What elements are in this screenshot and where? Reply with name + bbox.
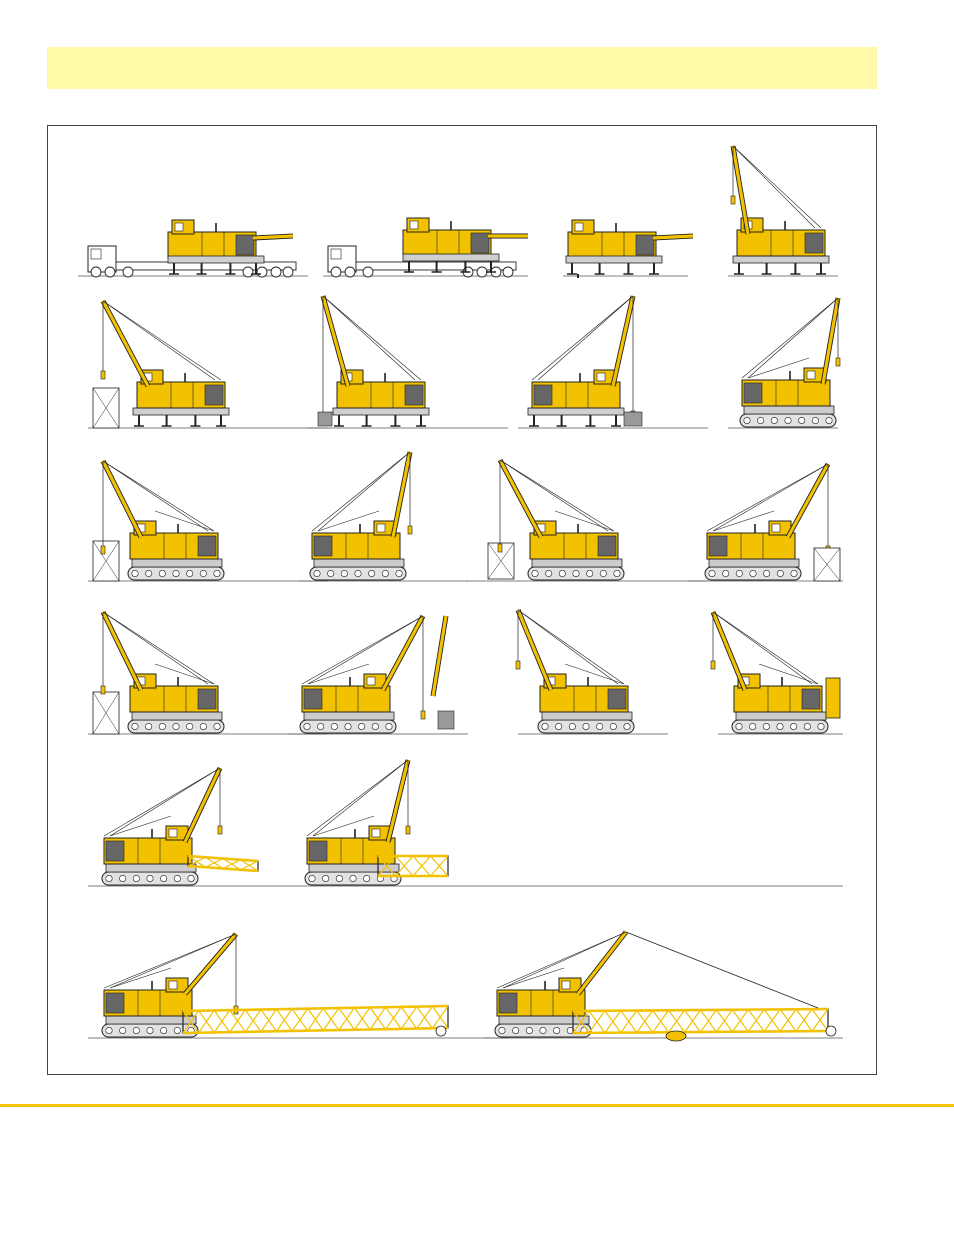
boom-assembly-1 bbox=[88, 934, 508, 1038]
transport-trailer-a bbox=[78, 220, 308, 277]
track-assembly-2 bbox=[308, 296, 508, 428]
ballast-3 bbox=[516, 610, 668, 734]
assembly-sequence-figure bbox=[47, 125, 877, 1075]
track-assembly-1 bbox=[88, 301, 328, 428]
track-assembly-3 bbox=[518, 296, 708, 428]
self-assembly-boom bbox=[728, 146, 838, 276]
track-assembly-4 bbox=[728, 298, 840, 428]
ballast-2 bbox=[288, 616, 468, 734]
title-band bbox=[47, 47, 877, 89]
boom-section-1 bbox=[88, 768, 843, 886]
transport-trailer-b bbox=[323, 218, 528, 277]
counterweight-1 bbox=[88, 461, 328, 581]
crane-illustrations bbox=[48, 126, 878, 1076]
ballast-1 bbox=[88, 612, 328, 734]
ballast-4 bbox=[711, 612, 843, 734]
boom-section-2 bbox=[305, 760, 448, 885]
jacked-up bbox=[563, 220, 693, 278]
counterweight-3 bbox=[466, 460, 708, 581]
counterweight-2 bbox=[298, 452, 468, 581]
boom-assembly-2 bbox=[483, 932, 843, 1041]
counterweight-4 bbox=[688, 464, 843, 581]
footer-rule bbox=[0, 1104, 954, 1107]
